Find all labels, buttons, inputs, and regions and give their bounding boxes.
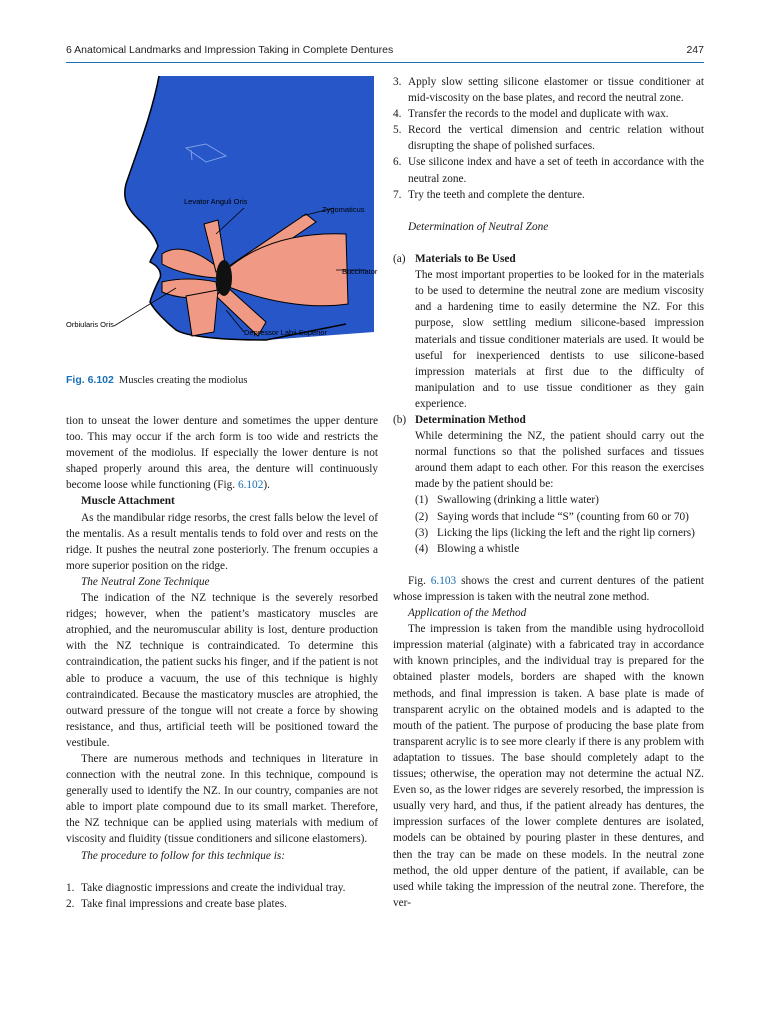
mentalis-muscle (186, 290, 218, 336)
paragraph-nz-indication: The indication of the NZ technique is the severely resorbed ridges; however, when the patient’s masticatory muscles are atrophied, and the neuromuscular ability is lost, denture production with the NZ technique is contraindicated. To determine this contraindication, the patient sucks his finger, and if the patient is not able to produce a vacuum, the use of this technique is highly contraindicated. Because the masticatory muscles are atrophied, the outward pressure of the tongue will not create a force by showing resistance, and thus, artificial teeth will be positioned toward the vestibule. (66, 592, 378, 749)
section-materials: (a) Materials to Be Used (393, 253, 516, 266)
modiolus-illustration (66, 74, 378, 362)
label-orbicularis: Orbiularis Oris (66, 320, 114, 329)
list-item: 3. Apply slow setting silicone elastomer or tissue conditioner at mid-viscosity on the base plates, and record the neutral zone. (393, 76, 704, 105)
paragraph-materials: The most important properties to be looked for in the materials to be used to determine the neutral zone are medium viscosity and a hardening time to easily determine the NZ. For this purpose, slow settling medium silicone-based impression materials and tissue conditioner materials are used. It would be useful for inexperienced dentists to use silicone-based impression materials at first due to the difficulty of manipulation and to use tissue conditioner as they gain experience. (415, 269, 704, 410)
exercise-item: (3) Licking the lips (licking the left and the right lip corners) (415, 526, 695, 539)
label-zygomaticus: Zygomaticus (322, 205, 365, 214)
list-item: 5. Record the vertical dimension and centric relation without disrupting the shape of polished surfaces. (393, 124, 704, 153)
heading-muscle-attachment: Muscle Attachment (81, 495, 175, 508)
paragraph-nz-methods: There are numerous methods and techniques in literature in connection with the neutral zone. In this technique, compound is generally used to identify the NZ. In our country, companies are not able to import plate compound due to its small market. Therefore, the NZ technique can be applied using materials with medium of viscosity and fluidity (tissue conditioners and silicone elastomers). (66, 752, 378, 846)
left-column (66, 413, 378, 912)
exercise-item: (1) Swallowing (drinking a little water) (415, 494, 599, 507)
muscle-figure (66, 74, 378, 362)
header-rule (66, 62, 704, 63)
paragraph-continuation: tion to unseat the lower denture and sometimes the upper denture too. This may occur if the arch form is too wide and restricts the movement of the modiolus. If especially the lower denture is not shaped properly around this area, the denture will continuously become loose while functioning (Fig. 6.102). (66, 415, 378, 492)
paragraph-application: The impression is taken from the mandible using hydrocolloid impression material (alginate) with a fabricated tray in accordance with known principles, and the individual tray is prepared for the obtained plaster models, borders are shaped with the known methods, and final impression is taken. A base plate is made of transparent acrylic on the obtained models and is adapted to the mouth of the patient. The purpose of producing the base plate from transparent acrylic is to see more clearly if there is any problem with adaptation to tissues. The base should completely adapt to the tissues; otherwise, the operation may not determine the actual NZ. Even so, as the lower ridges are severely resorbed, the impression is usually very hard, and thus, if the patient already has dentures, the impression surfaces of the lower complete dentures are isolated, models can be obtained by pouring plaster in these dentures, and then the tray can be made on these models. In the neutral zone method, the old upper denture of the patient, if available, can be used while taking the impression of the neutral zone. Therefore, the ver- (393, 623, 704, 909)
page-number: 247 (686, 44, 704, 56)
label-levator: Levator Anguli Oris (184, 197, 248, 206)
figure-caption-text: Muscles creating the modiolus (118, 375, 248, 386)
list-item: 4. Transfer the records to the model and duplicate with wax. (393, 108, 669, 121)
heading-determination: Determination of Neutral Zone (408, 220, 549, 233)
modiolus-node (216, 260, 232, 296)
paragraph-fig-6-103: Fig. 6.103 shows the crest and current dentures of the patient whose impression is taken with the neutral zone method. (393, 574, 704, 603)
fig-link-6-102[interactable]: 6.102 (237, 479, 264, 492)
list-item: 7. Try the teeth and complete the denture. (393, 188, 585, 201)
figure-caption-label: Fig. 6.102 (66, 374, 114, 386)
section-method: (b) Determination Method (393, 413, 526, 426)
paragraph-method: While determining the NZ, the patient should carry out the normal functions so that the polished surfaces and tissues around them adapt to each other. For this reason the exercises made by the patient should be: (415, 430, 704, 491)
heading-procedure: The procedure to follow for this technique is: (81, 849, 286, 862)
chapter-title: 6 Anatomical Landmarks and Impression Taking in Complete Dentures (66, 44, 394, 56)
list-item: 2. Take final impressions and create base plates. (66, 897, 287, 910)
figure-caption (66, 374, 378, 386)
heading-materials: Materials to Be Used (415, 253, 516, 266)
right-column (393, 74, 704, 911)
heading-method: Determination Method (415, 413, 526, 426)
list-item: 6. Use silicone index and have a set of teeth in accordance with the neutral zone. (393, 156, 704, 185)
fig-link-6-103[interactable]: 6.103 (430, 574, 457, 587)
exercise-item: (2) Saying words that include “S” (counting from 60 or 70) (415, 510, 689, 523)
paragraph-muscle-attachment: As the mandibular ridge resorbs, the crest falls below the level of the mentalis. As a result mentalis tends to fold over and rests on the ridge. It pushes the neutral zone posteriorly. The frenum occupies a more superior position on the ridge. (66, 511, 378, 572)
heading-application: Application of the Method (408, 607, 527, 620)
label-buccinator: Buccinator (342, 267, 378, 276)
running-header (66, 44, 704, 60)
label-depressor: Depressor Labii Superior (244, 328, 327, 337)
exercise-item: (4) Blowing a whistle (415, 542, 520, 555)
heading-nz-technique: The Neutral Zone Technique (81, 575, 210, 588)
list-item: 1. Take diagnostic impressions and create the individual tray. (66, 881, 346, 894)
